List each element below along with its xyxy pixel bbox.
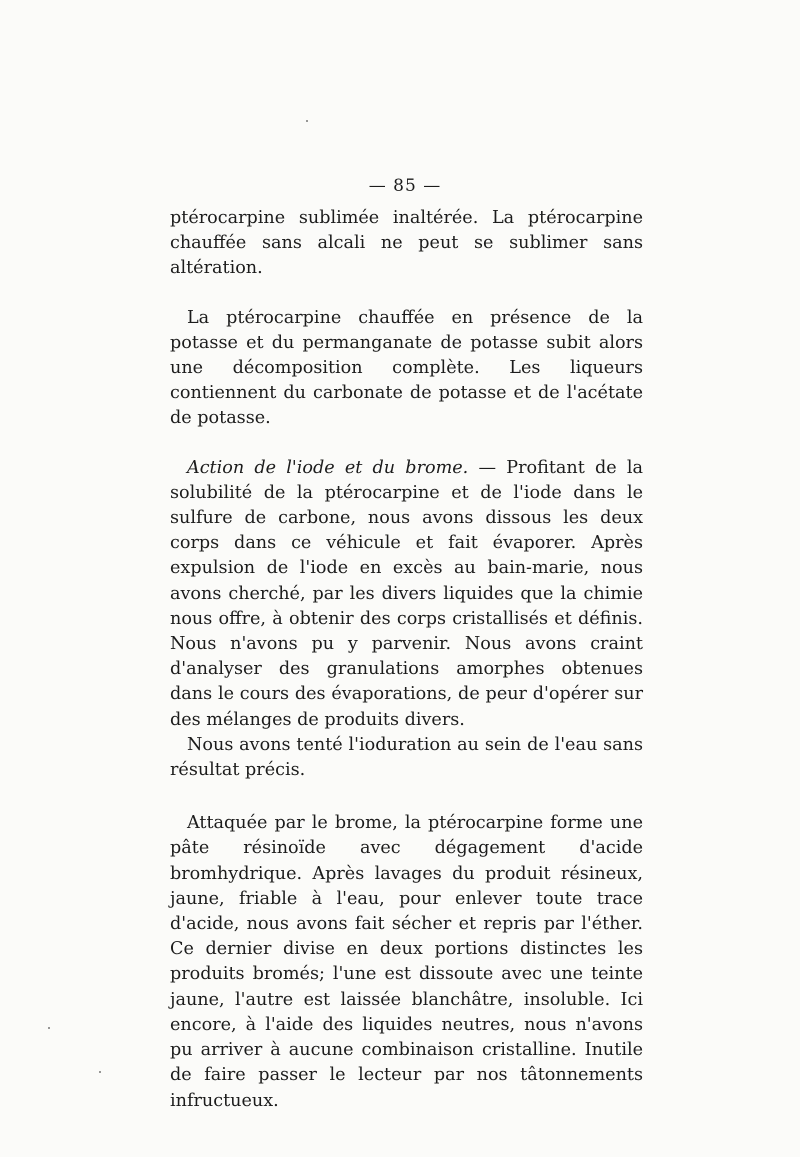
paragraph-iodine-body: — Profitant de la solubilité de la ptérocarpine et de l'iode dans le sulfure de carbone, nous avons dissous les deux corps dans ce véhicule et fait évaporer. Après expulsion de l'iode en excès au bain-marie, nous avons cherché, par les divers liquides que la chimie nous offre, à obtenir des corps cristallisés et définis. Nous n'avons pu y parvenir. Nous avons craint d'analyser des granulations amorphes obtenues dans le cours des évaporations, de peur d'opérer sur des mélanges de produits divers. [170, 457, 644, 730]
paragraph-iodine-bromine [170, 456, 643, 733]
paper-speck [48, 1027, 50, 1029]
section-heading-iodine-bromine: Action de l'iode et du brome. [187, 457, 469, 478]
paragraph-bromine-attack: Attaquée par le brome, la ptérocarpine forme une pâte résinoïde avec dégagement d'acide bromhydrique. Après lavages du produit résineux, jaune, friable à l'eau, pour enlever toute trace d'acide, nous avons fait sécher et repris par l'éther. Ce dernier divise en deux portions distinctes les produits bromés; l'une est dissoute avec une teinte jaune, l'autre est laissée blanchâtre, insoluble. Ici encore, à l'aide des liquides neutres, nous n'avons pu arriver à aucune combinaison cristalline. Inutile de faire passer le lecteur par nos tâtonnements infructueux. [170, 813, 643, 1111]
page-number: — 85 — [368, 176, 442, 196]
paper-speck [99, 1071, 101, 1073]
paragraph-potash-decomposition: La ptérocarpine chauffée en présence de la potasse et du permanganate de potasse subit alors une décomposition complète. Les liqueurs contiennent du carbonate de potasse et de l'acétate de potasse. [170, 307, 643, 429]
body-text [170, 206, 643, 1114]
paper-speck [306, 120, 308, 122]
paragraph-ioduration: Nous avons tenté l'ioduration au sein de l'eau sans résultat précis. [170, 734, 643, 781]
paragraph-continuation: ptérocarpine sublimée inaltérée. La ptérocarpine chauffée sans alcali ne peut se sublimer sans altération. [170, 208, 643, 279]
